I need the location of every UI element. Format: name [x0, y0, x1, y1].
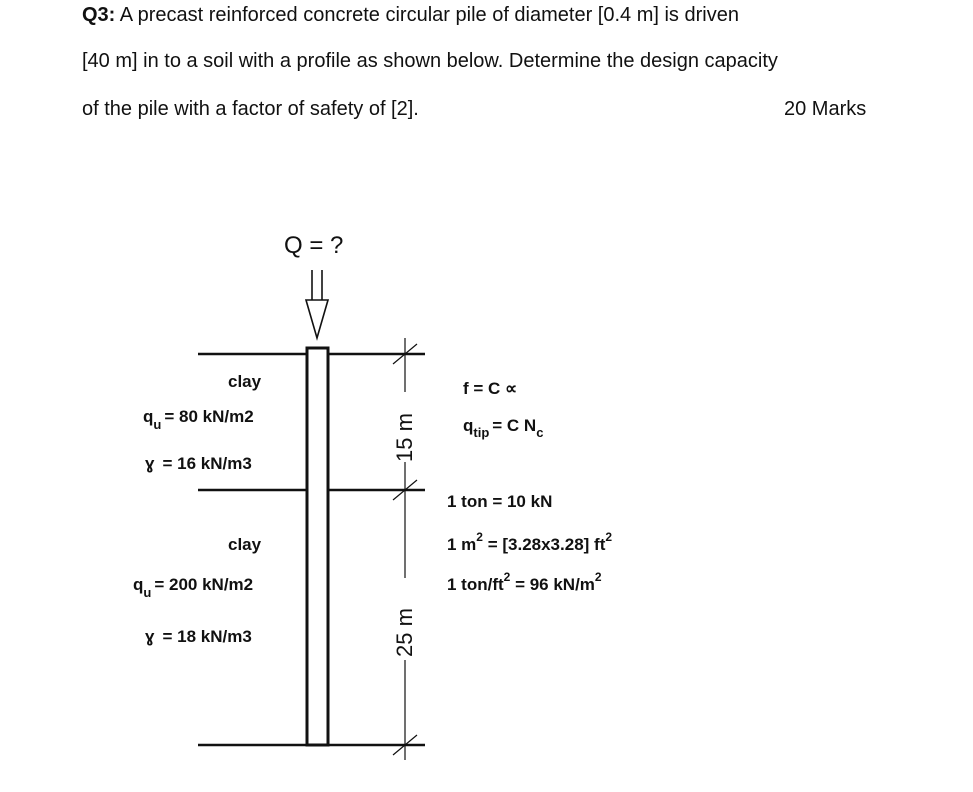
question-label: Q3: [82, 4, 116, 26]
marks-label: 20 Marks [784, 98, 867, 120]
formula-qtip: $q_{tip} = C$ $N_c$ [463, 416, 544, 440]
question-line-2: [40 m] in to a soil with a profile as shown below. Determine the design capacity [82, 50, 778, 72]
load-label: Q = ? [284, 232, 344, 259]
layer1-soil-type: clay [228, 372, 262, 391]
layer1-qu: $q_u = 80$ kN/m2 [143, 407, 254, 432]
layer1-thickness: 15 m [392, 413, 417, 462]
conversion-m2-ft2: 1 $m^2 = [3.28x3.28]$ $ft^2$ [447, 530, 613, 554]
layer2-thickness: 25 m [392, 608, 417, 657]
question-line-3: of the pile with a factor of safety of [2]. [82, 98, 419, 120]
layer1-gamma: ɣ = 16 kN/m3 [145, 454, 252, 473]
layer2-soil-type: clay [228, 535, 262, 554]
conversion-tonft2-knm2: 1 ton/$ft^2 = 96$ $kN/m^2$ [447, 570, 602, 594]
load-arrow-icon [306, 270, 328, 338]
formula-f: f = C ∝ [463, 379, 518, 398]
pile-shaft [307, 348, 328, 745]
layer2-qu: $q_u = 200$ kN/m2 [133, 575, 254, 600]
conversion-ton-kn: 1 ton = 10 kN [447, 492, 553, 511]
question-text-1: A precast reinforced concrete circular pile of diameter [0.4 m] is driven [115, 4, 739, 26]
layer2-gamma: ɣ = 18 kN/m3 [145, 627, 252, 646]
